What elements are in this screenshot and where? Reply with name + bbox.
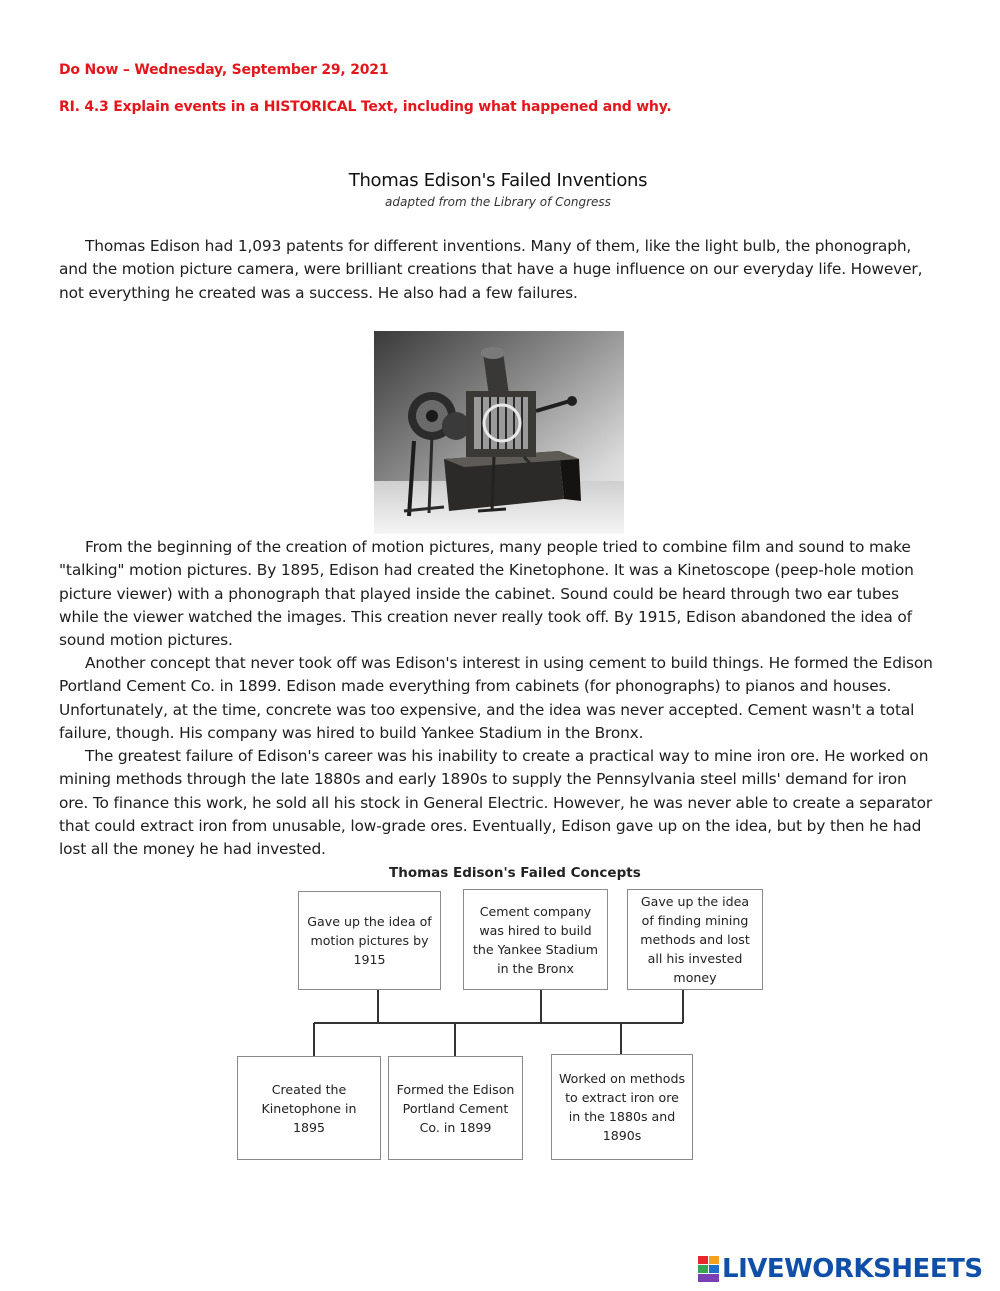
diagram-box-motion-pictures-outcome: Gave up the idea of motion pictures by 1915: [298, 891, 441, 990]
paragraph-kinetophone: From the beginning of the creation of motion pictures, many people tried to combine film and sound to make "talking" motion pictures. By 1895, Edison had created the Kinetophone. It was a Kinetoscope (peep-hole motion picture viewer) with a phonograph that played inside the cabinet. Sound could be heard through two ear tubes while the viewer watched the images. This creation never really took off. By 1915, Edison abandoned the idea of sound motion pictures.: [59, 538, 914, 650]
diagram-box-iron-ore: Worked on methods to extract iron ore in the 1880s and 1890s: [551, 1054, 693, 1160]
diagram-title: Thomas Edison's Failed Concepts: [389, 865, 641, 881]
liveworksheets-logo: [698, 1254, 983, 1284]
standard-heading: RI. 4.3 Explain events in a HISTORICAL Text, including what happened and why.: [59, 99, 672, 115]
diagram-box-cement-company: Formed the Edison Portland Cement Co. in 1899: [388, 1056, 523, 1160]
article-title: Thomas Edison's Failed Inventions: [348, 170, 648, 191]
paragraph-intro: Thomas Edison had 1,093 patents for different inventions. Many of them, like the light bulb, the phonograph, and the motion picture camera, were brilliant creations that have a huge influence on our everyday life. However, not everything he created was a success. He also had a few failures.: [59, 237, 923, 302]
diagram-box-mining-outcome: Gave up the idea of finding mining methods and lost all his invested money: [627, 889, 763, 990]
diagram-box-cement-outcome: Cement company was hired to build the Yankee Stadium in the Bronx: [463, 889, 608, 990]
article-subtitle: adapted from the Library of Congress: [385, 195, 611, 209]
liveworksheets-logo-icon: [698, 1256, 720, 1282]
paragraph-cement: Another concept that never took off was Edison's interest in using cement to build things. He formed the Edison Portland Cement Co. in 1899. Edison made everything from cabinets (for phonographs) to pianos and houses. Unfortunately, at the time, concrete was too expensive, and the idea was never accepted. Cement wasn't a total failure, though. His company was hired to build Yankee Stadium in the Bronx.: [59, 654, 933, 742]
paragraph-iron-ore: The greatest failure of Edison's career was his inability to create a practical way to mine iron ore. He worked on mining methods through the late 1880s and early 1890s to supply the Pennsylvania steel mills' demand for iron ore. To finance this work, he sold all his stock in General Electric. However, he was never able to create a separator that could extract iron from unusable, low-grade ores. Eventually, Edison gave up on the idea, but by then he had lost all the money he had invested.: [59, 747, 933, 859]
diagram-box-kinetophone: Created the Kinetophone in 1895: [237, 1056, 381, 1160]
do-now-heading: Do Now – Wednesday, September 29, 2021: [59, 62, 389, 78]
liveworksheets-logo-text: LIVEWORKSHEETS: [722, 1254, 983, 1284]
